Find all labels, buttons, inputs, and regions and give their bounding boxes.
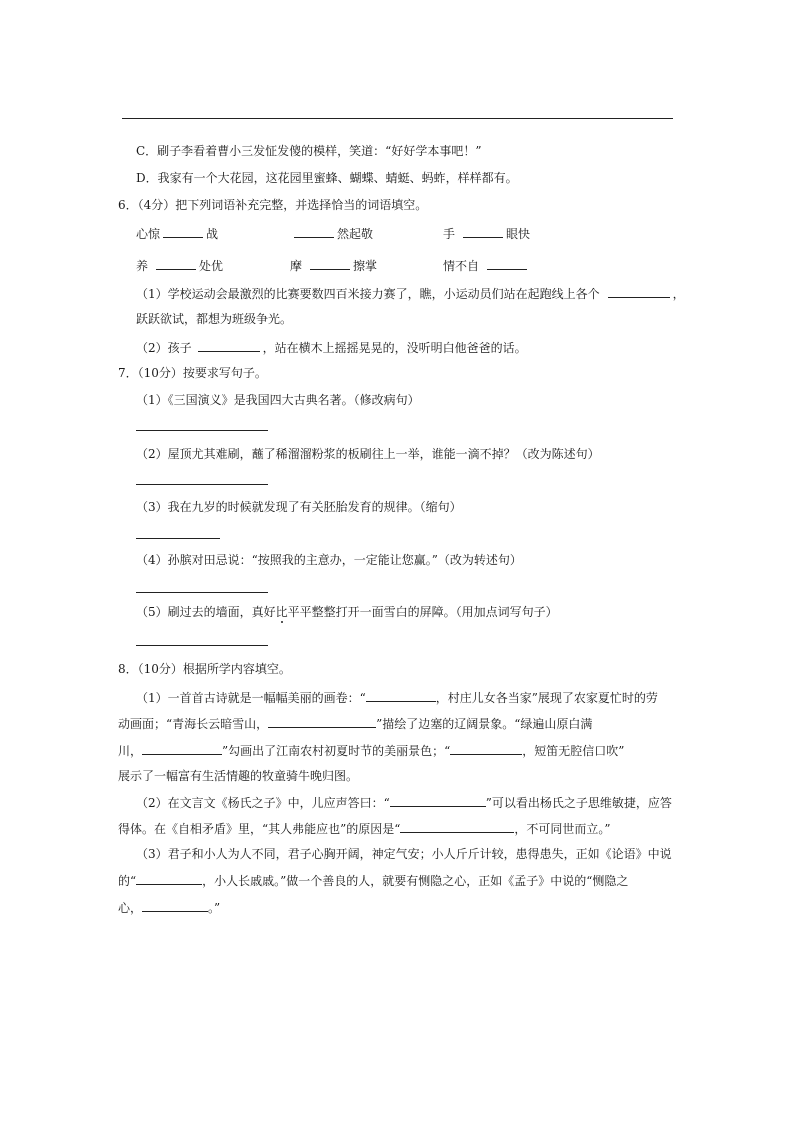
word-suffix: 处优 (199, 259, 224, 273)
fill-blank[interactable] (163, 225, 203, 238)
fill-blank[interactable] (310, 257, 350, 270)
fill-blank[interactable] (198, 339, 260, 352)
q6-word-1 (136, 225, 218, 242)
word-prefix: 养 (136, 259, 149, 273)
fill-blank[interactable] (608, 285, 670, 298)
q8-p2-line2 (118, 820, 611, 837)
q8-p3-line3 (118, 899, 220, 916)
word-prefix: 摩 (290, 259, 303, 273)
q7-item-1: （1）《三国演义》是我国四大古典名著。（修改病句） (136, 393, 420, 407)
sentence-text: （1）学校运动会最激烈的比赛要数四百米接力赛了，瞧，小运动员们站在起跑线上各个 (136, 287, 600, 301)
sentence-text: 动画面；“青海长云暗雪山， (118, 717, 269, 731)
q6-word-6 (443, 257, 530, 274)
q8-p1-line4: 展示了一幅富有生活情趣的牧童骑牛晚归图。 (118, 769, 359, 783)
sentence-text: 平平整整打开一面雪白的屏障。（用加点词写句子） (287, 605, 558, 619)
q8-p1-line1 (136, 689, 658, 706)
q5-option-c: C．刷子李看着曹小三发怔发傻的模样，笑道：“好好学本事吧！” (136, 144, 482, 158)
sentence-text: ”可以看出杨氏之子思维敏捷，应答 (485, 796, 672, 810)
answer-line[interactable] (136, 645, 268, 646)
word-suffix: 战 (206, 227, 219, 241)
q7-item-5 (136, 604, 558, 620)
fill-blank[interactable] (142, 742, 222, 755)
sentence-text: ，短笛无腔信口吹” (522, 744, 625, 758)
q6-sentence-2 (136, 339, 527, 356)
q7-item-2: （2）屋顶尤其难刷，蘸了稀溜溜粉浆的板刷往上一举，谁能一滴不掉？（改为陈述句） (136, 447, 600, 461)
q8-p3-line1: （3）君子和小人为人不同，君子心胸开阔，神定气安；小人斤斤计较，患得患失，正如《论语》中说 (136, 847, 672, 861)
sentence-text: 川， (118, 744, 143, 758)
q6-word-4 (136, 257, 223, 274)
word-suffix: 擦掌 (353, 259, 378, 273)
fill-blank[interactable] (487, 257, 527, 270)
word-suffix: 然起敬 (337, 227, 374, 241)
sentence-text: ，站在横木上摇摇晃晃的，没听明白他爸爸的话。 (262, 341, 527, 355)
q6-sentence-1 (136, 285, 685, 302)
q7-item-3: （3）我在九岁的时候就发现了有关胚胎发育的规律。（缩句） (136, 500, 462, 514)
fill-blank[interactable] (268, 715, 376, 728)
sentence-text: ，不可同世而立。” (514, 822, 611, 836)
q7-item-4: （4）孙膑对田忌说：“按照我的主意办，一定能让您赢。”（改为转述句） (136, 553, 522, 567)
answer-line[interactable] (136, 538, 220, 539)
answer-line[interactable] (136, 484, 268, 485)
fill-blank[interactable] (450, 742, 522, 755)
fill-blank[interactable] (463, 225, 503, 238)
q6-sentence-1-cont: 跃跃欲试，都想为班级争光。 (136, 312, 293, 326)
q8-p2-line1 (136, 794, 672, 811)
sentence-text: 心， (118, 901, 143, 915)
fill-blank[interactable] (390, 794, 486, 807)
word-prefix: 情不自 (443, 259, 480, 273)
word-prefix: 心惊 (136, 227, 161, 241)
sentence-text: ， (672, 287, 685, 301)
q8-p1-line2 (118, 715, 592, 732)
word-suffix: 眼快 (506, 227, 531, 241)
sentence-text: ”勾画出了江南农村初夏时节的美丽景色；“ (222, 744, 451, 758)
q6-word-2 (294, 225, 373, 242)
answer-line[interactable] (136, 592, 268, 593)
header-rule (122, 118, 673, 119)
answer-line[interactable] (136, 430, 268, 431)
word-prefix: 手 (443, 227, 456, 241)
fill-blank[interactable] (142, 899, 208, 912)
fill-blank[interactable] (294, 225, 334, 238)
fill-blank[interactable] (156, 257, 196, 270)
dotted-word: 比 (275, 605, 288, 619)
sentence-text: ，小人长戚戚。”做一个善良的人，就要有恻隐之心，正如《孟子》中说的“恻隐之 (202, 874, 629, 888)
q8-stem: 8．（10分）根据所学内容填空。 (118, 662, 291, 676)
fill-blank[interactable] (400, 820, 514, 833)
q6-word-3 (443, 225, 530, 242)
q6-stem: 6．（4分）把下列词语补充完整，并选择恰当的词语填空。 (118, 198, 428, 212)
sentence-text: ”描绘了边塞的辽阔景象。“绿遍山原白满 (376, 717, 593, 731)
sentence-text: 得体。在《自相矛盾》里，“其人弗能应也”的原因是“ (118, 822, 401, 836)
q5-option-d: D．我家有一个大花园，这花园里蜜蜂、蝴蝶、蜻蜓、蚂蚱，样样都有。 (136, 171, 518, 185)
sentence-text: （1）一首首古诗就是一幅幅美丽的画卷：“ (136, 691, 366, 705)
fill-blank[interactable] (366, 689, 436, 702)
q8-p3-line2 (118, 872, 628, 889)
q7-stem: 7．（10分）按要求写句子。 (118, 366, 267, 380)
fill-blank[interactable] (136, 872, 202, 885)
sentence-text: ，村庄儿女各当家”展现了农家夏忙时的劳 (435, 691, 658, 705)
sentence-text: （5）刷过去的墙面，真好 (136, 605, 276, 619)
q8-p1-line3 (118, 742, 624, 759)
sentence-text: （2）在文言文《杨氏之子》中，儿应声答曰：“ (136, 796, 390, 810)
sentence-text: （2）孩子 (136, 341, 192, 355)
q6-word-5 (290, 257, 377, 274)
sentence-text: 。” (208, 901, 221, 915)
sentence-text: 的“ (118, 874, 137, 888)
